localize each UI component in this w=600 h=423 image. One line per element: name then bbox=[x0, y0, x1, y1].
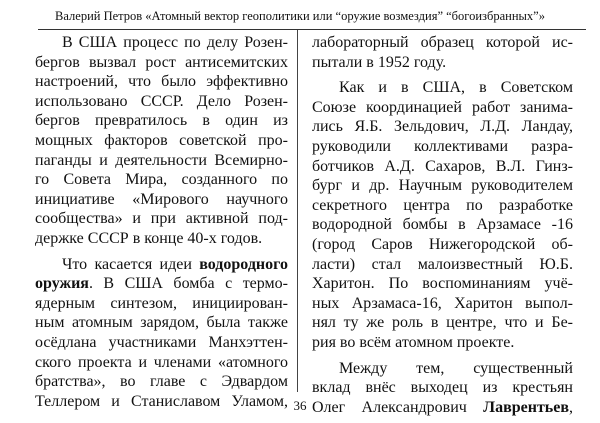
text-span: , bbox=[569, 398, 573, 416]
text-line: Теллером и Станиславом Уламом, bbox=[35, 392, 288, 410]
text-line: бергов вызвал рост антисемитских bbox=[35, 53, 288, 71]
text-line: ского проекта и членами «атомного bbox=[35, 353, 288, 371]
text-line: лись Я.Б. Зельдович, Л.Д. Ландау, bbox=[312, 118, 573, 136]
text-line: руководили коллективами разра- bbox=[312, 137, 573, 155]
text-line: Союзе координацией работ занима- bbox=[312, 98, 573, 116]
text-span: Олег Александрович bbox=[312, 398, 484, 416]
text-line: использовано СССР. Дело Розен- bbox=[35, 92, 288, 110]
text-line: секретного центра по разработке bbox=[312, 196, 573, 214]
text-line: ботчиков А.Д. Сахаров, В.Л. Гинз- bbox=[312, 157, 573, 175]
text-line: водородной бомбы в Арзамасе -16 bbox=[312, 216, 573, 234]
text-line: (город Саров Нижегородской об- bbox=[312, 235, 573, 253]
text-line: пытали в 1952 году. bbox=[312, 53, 447, 71]
text-line bbox=[35, 274, 288, 294]
text-line: лабораторный образец которой ис- bbox=[312, 34, 573, 51]
text-line bbox=[35, 255, 288, 275]
text-line: вклад внёс выходец из крестьян bbox=[312, 379, 573, 397]
text-line: го Совета Мира, созданного по bbox=[35, 171, 288, 189]
text-line: Между тем, существенный bbox=[339, 359, 573, 377]
bold-name: Лаврентьев bbox=[483, 398, 569, 416]
text-line: ных Арзамаса-16, Харитон выпол- bbox=[312, 294, 573, 312]
paragraph-continuation bbox=[312, 33, 573, 72]
text-line: Как и в США, в Советском bbox=[339, 79, 573, 97]
bold-term: оружия bbox=[35, 275, 89, 293]
text-line: осёдлана участниками Манхэттен- bbox=[35, 333, 288, 351]
text-line: В США процесс по делу Розен- bbox=[62, 34, 288, 51]
page-number: 36 bbox=[293, 398, 307, 413]
text-line: Харитон. По воспоминаниям учё- bbox=[312, 275, 573, 293]
header-rule bbox=[38, 29, 586, 30]
text-line: сообщества» и при активной под- bbox=[35, 210, 288, 228]
paragraph-hydrogen-weapon bbox=[35, 255, 288, 412]
text-line: ядерным синтезом, инициирован- bbox=[35, 294, 288, 312]
text-line: рия во всём атомном проекте. bbox=[312, 333, 515, 351]
running-header: Валерий Петров «Атомный вектор геополитики или “оружие возмездия” “богоизбранных”» bbox=[55, 9, 545, 23]
text-line: ным атомным зарядом, была также bbox=[35, 314, 288, 332]
text-line: мощных факторов советской про- bbox=[35, 131, 288, 149]
text-line: братства», во главе с Эдвардом bbox=[35, 373, 288, 391]
text-line: паганды и деятельности Всемирно- bbox=[35, 151, 288, 169]
text-line: бург и др. Научным руководителем bbox=[312, 177, 573, 195]
text-line: настроений, что было эффективно bbox=[35, 73, 288, 91]
text-line: нял ту же роль в центре, что и Бе- bbox=[312, 314, 573, 332]
bold-term: водородного bbox=[199, 255, 288, 273]
text-line: инициативе «Мирового научного bbox=[35, 190, 288, 208]
column-divider bbox=[297, 30, 298, 392]
text-span: . В США бомба с термо- bbox=[88, 275, 288, 293]
text-span: Что касается идеи bbox=[62, 255, 200, 273]
text-line: держке СССР в конце 40-х годов. bbox=[35, 229, 263, 247]
paragraph-rosenberg bbox=[35, 33, 288, 249]
text-line: ласти) стал малоизвестный Ю.Б. bbox=[312, 255, 573, 273]
text-line: бергов превратилось в один из bbox=[35, 112, 288, 130]
left-column bbox=[35, 33, 288, 411]
right-column bbox=[312, 33, 573, 417]
paragraph-ussr bbox=[312, 78, 573, 352]
